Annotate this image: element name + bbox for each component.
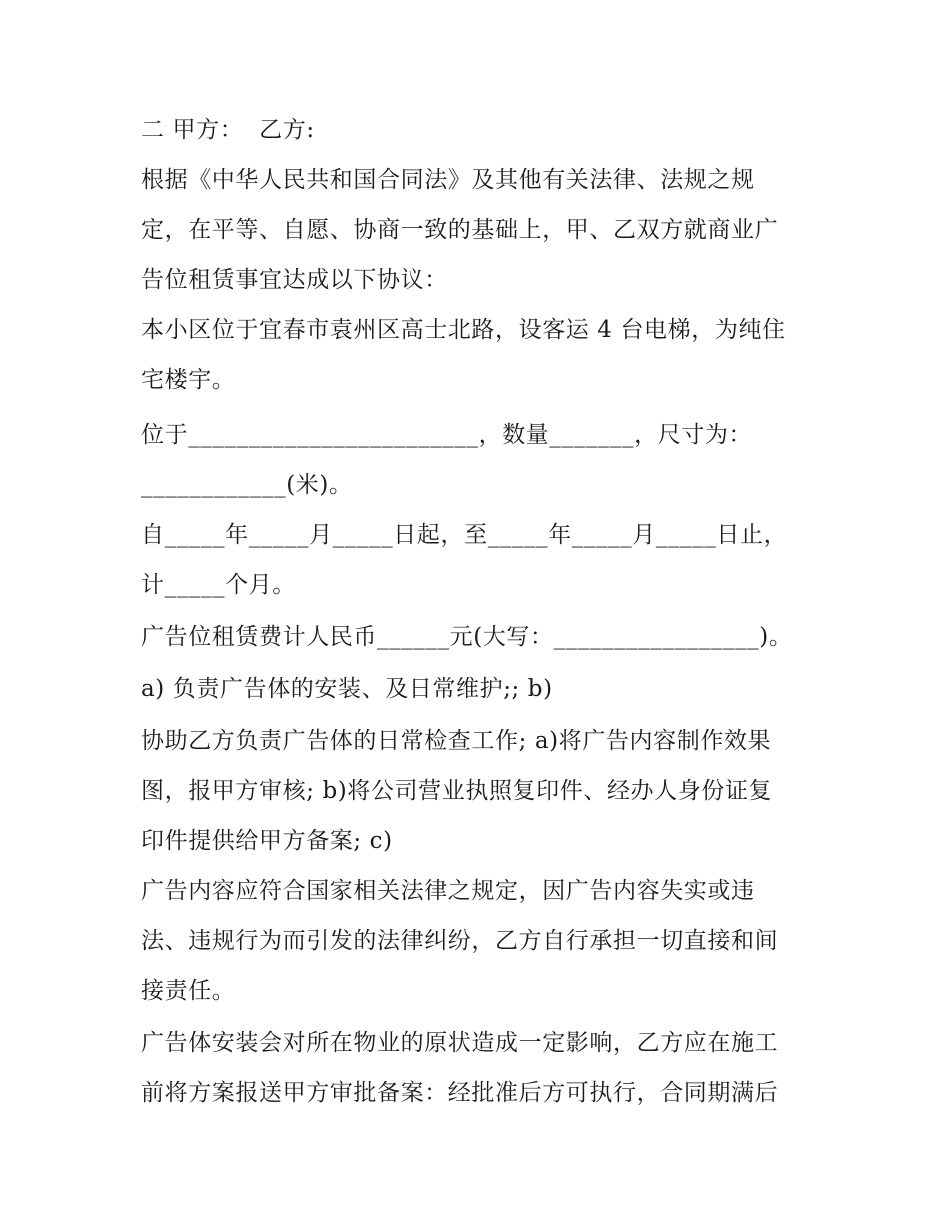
content-compliance-line-2: 法、违规行为而引发的法律纠纷，乙方自行承担一切直接和间 bbox=[141, 928, 779, 954]
preamble-line-1: 根据《中华人民共和国合同法》及其他有关法律、法规之规 bbox=[141, 167, 755, 193]
preamble-line-3: 告位租赁事宜达成以下协议： bbox=[141, 267, 448, 293]
rent-fee-line: 广告位租赁费计人民币______元(大写：_________________)。 bbox=[141, 624, 793, 650]
location-line-1: 本小区位于宜春市袁州区高士北路，设客运 4 台电梯，为纯住 bbox=[141, 317, 786, 343]
term-months-line: 计_____个月。 bbox=[141, 572, 296, 598]
position-quantity-line: 位于________________________，数量_______，尺寸为： bbox=[141, 422, 753, 448]
content-compliance-line-1: 广告内容应符合国家相关法律之规定，因广告内容失实或违 bbox=[141, 878, 755, 904]
installation-line-1: 广告体安装会对所在物业的原状造成一定影响，乙方应在施工 bbox=[141, 1030, 779, 1056]
term-dates-line: 自_____年_____月_____日起，至_____年_____月_____日止， bbox=[141, 522, 788, 548]
party-a-duty-line: a) 负责广告体的安装、及日常维护;; b) bbox=[141, 676, 553, 702]
content-compliance-line-3: 接责任。 bbox=[141, 978, 236, 1004]
party-b-duty-line-1: 协助乙方负责广告体的日常检查工作; a)将广告内容制作效果 bbox=[141, 728, 772, 754]
preamble-line-2: 定，在平等、自愿、协商一致的基础上，甲、乙双方就商业广 bbox=[141, 217, 779, 243]
party-b-duty-line-3: 印件提供给甲方备案; c) bbox=[141, 828, 393, 854]
party-b-duty-line-2: 图，报甲方审核; b)将公司营业执照复印件、经办人身份证复 bbox=[141, 778, 773, 804]
size-line: ____________(米)。 bbox=[141, 472, 353, 498]
parties-line: 二 甲方： 乙方: bbox=[141, 117, 315, 143]
location-line-2: 宅楼宇。 bbox=[141, 367, 236, 393]
installation-line-2: 前将方案报送甲方审批备案：经批准后方可执行，合同期满后 bbox=[141, 1080, 779, 1106]
